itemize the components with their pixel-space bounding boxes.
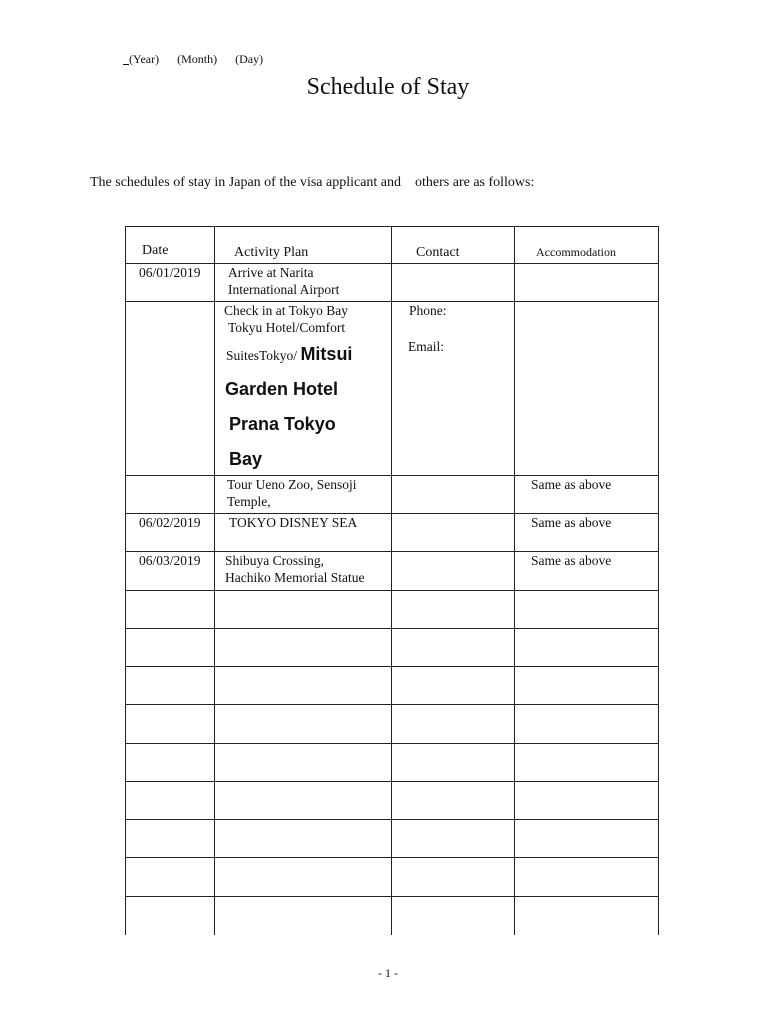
row-activity: TOKYO DISNEY SEA <box>229 515 358 530</box>
contact-email: Email: <box>408 339 444 354</box>
row-accommodation: Same as above <box>531 553 612 568</box>
row-date: 06/03/2019 <box>139 553 201 568</box>
table-row-empty <box>126 591 658 629</box>
table-row-empty <box>126 667 658 705</box>
day-label: (Day) <box>235 52 264 66</box>
table-row <box>126 476 658 514</box>
table-row <box>126 514 658 552</box>
date-header <box>123 37 263 67</box>
hotel-name-big: Garden Hotel <box>225 379 339 399</box>
table-header-row <box>126 227 658 264</box>
header-accommodation: Accommodation <box>536 245 616 259</box>
activity-line: Tokyu Hotel/Comfort <box>228 320 346 335</box>
table-row-empty <box>126 705 658 744</box>
activity-line: SuitesTokyo/ <box>226 348 298 363</box>
month-label: (Month) <box>177 52 218 66</box>
table-row-empty <box>126 744 658 782</box>
page-title: Schedule of Stay <box>306 74 470 100</box>
table-row-empty <box>126 629 658 667</box>
schedule-table <box>125 226 659 935</box>
table-row-empty <box>126 858 658 897</box>
activity-line: Check in at Tokyo Bay <box>224 303 349 318</box>
header-contact: Contact <box>416 245 460 260</box>
row-activity: Arrive at Narita International Airport <box>228 265 340 297</box>
hotel-name-big: Prana Tokyo <box>229 414 336 434</box>
row-activity <box>224 302 389 477</box>
intro-part-1: The schedules of stay in Japan of the visa applicant and <box>90 175 402 190</box>
contact-phone: Phone: <box>409 303 447 318</box>
row-activity: Shibuya Crossing, Hachiko Memorial Statue <box>225 553 365 585</box>
intro-part-2: others are as follows: <box>415 175 535 190</box>
table-row-empty <box>126 782 658 820</box>
row-activity: Tour Ueno Zoo, Sensoji Temple, <box>227 477 357 509</box>
hotel-name-big: Bay <box>229 449 263 469</box>
row-date: 06/01/2019 <box>139 265 201 280</box>
header-activity: Activity Plan <box>234 245 309 260</box>
year-label: (Year) <box>129 52 160 66</box>
table-row-empty <box>126 897 658 935</box>
table-row <box>126 264 658 302</box>
table-row <box>126 302 658 476</box>
page-number: - 1 - <box>378 966 398 980</box>
row-accommodation: Same as above <box>531 477 612 492</box>
hotel-name-big: Mitsui <box>300 344 353 364</box>
row-date: 06/02/2019 <box>139 515 201 530</box>
header-date: Date <box>142 243 169 258</box>
row-accommodation: Same as above <box>531 515 612 530</box>
table-row-empty <box>126 820 658 858</box>
table-row <box>126 552 658 591</box>
intro-text <box>90 175 534 191</box>
